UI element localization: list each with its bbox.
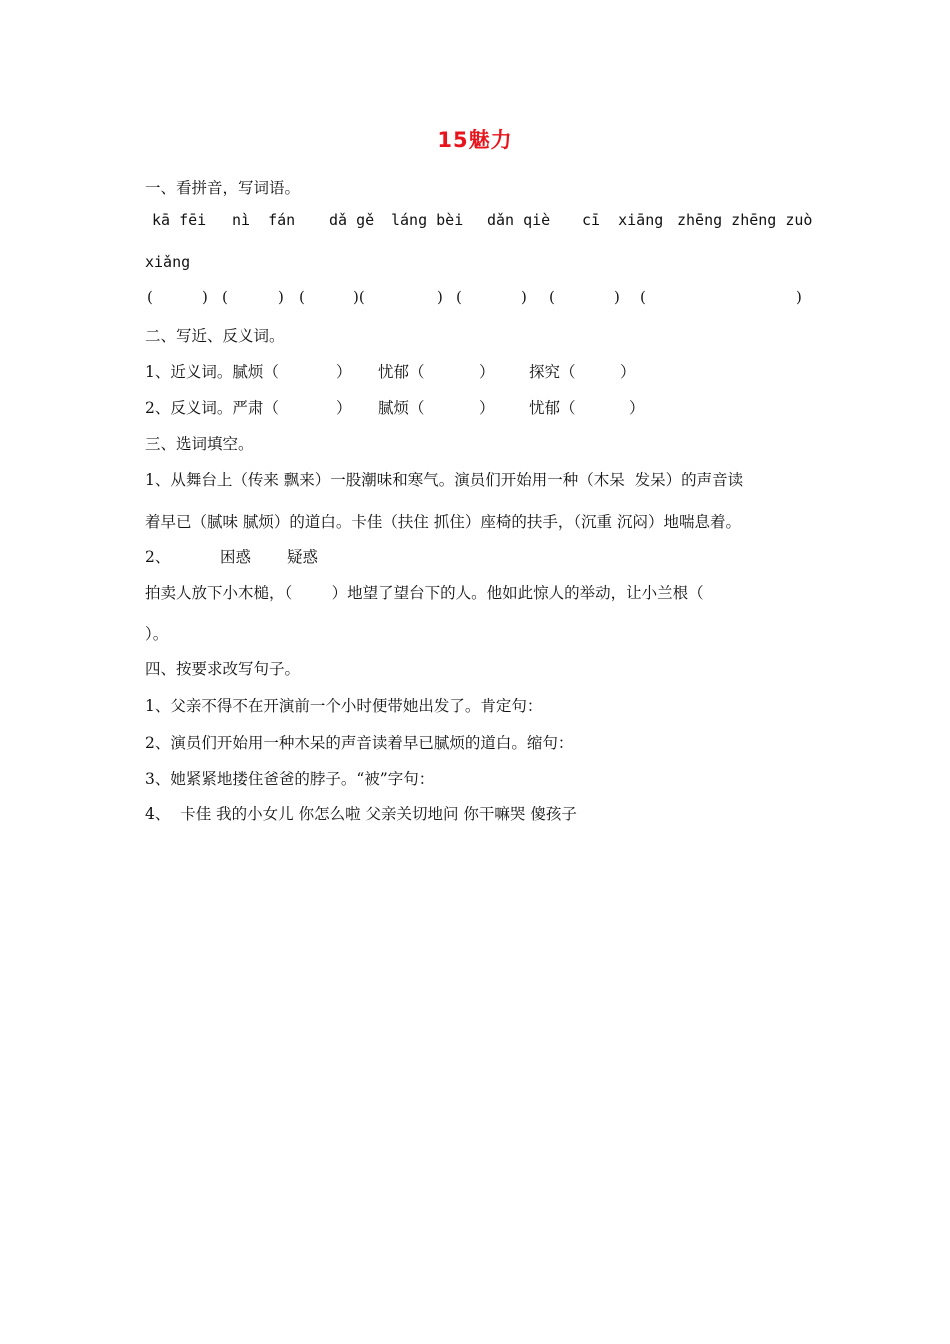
word-option: 困惑 (220, 548, 252, 566)
answer-bracket: ) (278, 288, 284, 306)
answer-bracket: ( (222, 288, 228, 306)
pinyin-item: dǎn qiè (487, 211, 551, 229)
answer-bracket: ） (479, 363, 495, 381)
word-option: 疑惑 (287, 548, 319, 566)
question-text: 着早已（腻味 腻烦）的道白。卡佳（扶住 抓住）座椅的扶手，（沉重 沉闷）地喘息着。 (145, 513, 742, 531)
synonym-word: 忧郁（ (378, 363, 425, 381)
pinyin-item: nì fán (232, 211, 296, 229)
answer-bracket: )( (353, 288, 365, 306)
answer-bracket: ） (336, 363, 352, 381)
answer-bracket: ( (549, 288, 555, 306)
section-3-heading: 三、选词填空。 (145, 435, 254, 453)
answer-bracket: ( (299, 288, 305, 306)
answer-bracket: ) (614, 288, 620, 306)
antonym-word: 忧郁（ (529, 399, 576, 417)
pinyin-item: cī xiāng (582, 211, 664, 229)
answer-bracket: ( (147, 288, 153, 306)
answer-bracket: ( (640, 288, 646, 306)
synonym-label: 1、近义词。腻烦（ (145, 363, 279, 381)
section-1-heading: 一、看拼音，写词语。 (145, 179, 301, 197)
answer-bracket: ) (437, 288, 443, 306)
answer-bracket: ） (629, 399, 645, 417)
question-text: 拍卖人放下小木槌，（ ）地望了望台下的人。他如此惊人的举动，让小兰根（ (145, 584, 704, 602)
antonym-word: 腻烦（ (378, 399, 425, 417)
question-text: 1、从舞台上（传来 飘来）一股潮味和寒气。演员们开始用一种（木呆 发呆）的声音读 (145, 471, 744, 489)
answer-bracket: ( (456, 288, 462, 306)
answer-bracket: ) (521, 288, 527, 306)
question-text: 4、 卡佳 我的小女儿 你怎么啦 父亲关切地问 你干嘛哭 傻孩子 (145, 805, 577, 823)
pinyin-item: zhēng zhēng zuò (677, 211, 813, 229)
answer-bracket: ） (336, 399, 352, 417)
question-number: 2、 (145, 548, 171, 566)
pinyin-item: dǎ gě (329, 211, 375, 229)
antonym-label: 2、反义词。严肃（ (145, 399, 279, 417)
synonym-word: 探究（ (529, 363, 576, 381)
pinyin-item: kā fēi (152, 211, 207, 229)
pinyin-item: láng bèi (391, 211, 464, 229)
answer-bracket: ) (202, 288, 208, 306)
answer-bracket: ） (479, 399, 495, 417)
question-text: 3、她紧紧地搂住爸爸的脖子。“被”字句： (145, 770, 435, 788)
answer-bracket: ) (796, 288, 802, 306)
question-text: 1、父亲不得不在开演前一个小时便带她出发了。肯定句： (145, 697, 543, 715)
pinyin-item: xiǎng (145, 253, 191, 271)
section-4-heading: 四、按要求改写句子。 (145, 660, 301, 678)
answer-bracket: ） (620, 363, 636, 381)
page-title: 15魅力 (437, 128, 513, 152)
section-2-heading: 二、写近、反义词。 (145, 327, 285, 345)
question-text: ）。 (145, 625, 169, 643)
question-text: 2、演员们开始用一种木呆的声音读着早已腻烦的道白。缩句： (145, 734, 574, 752)
